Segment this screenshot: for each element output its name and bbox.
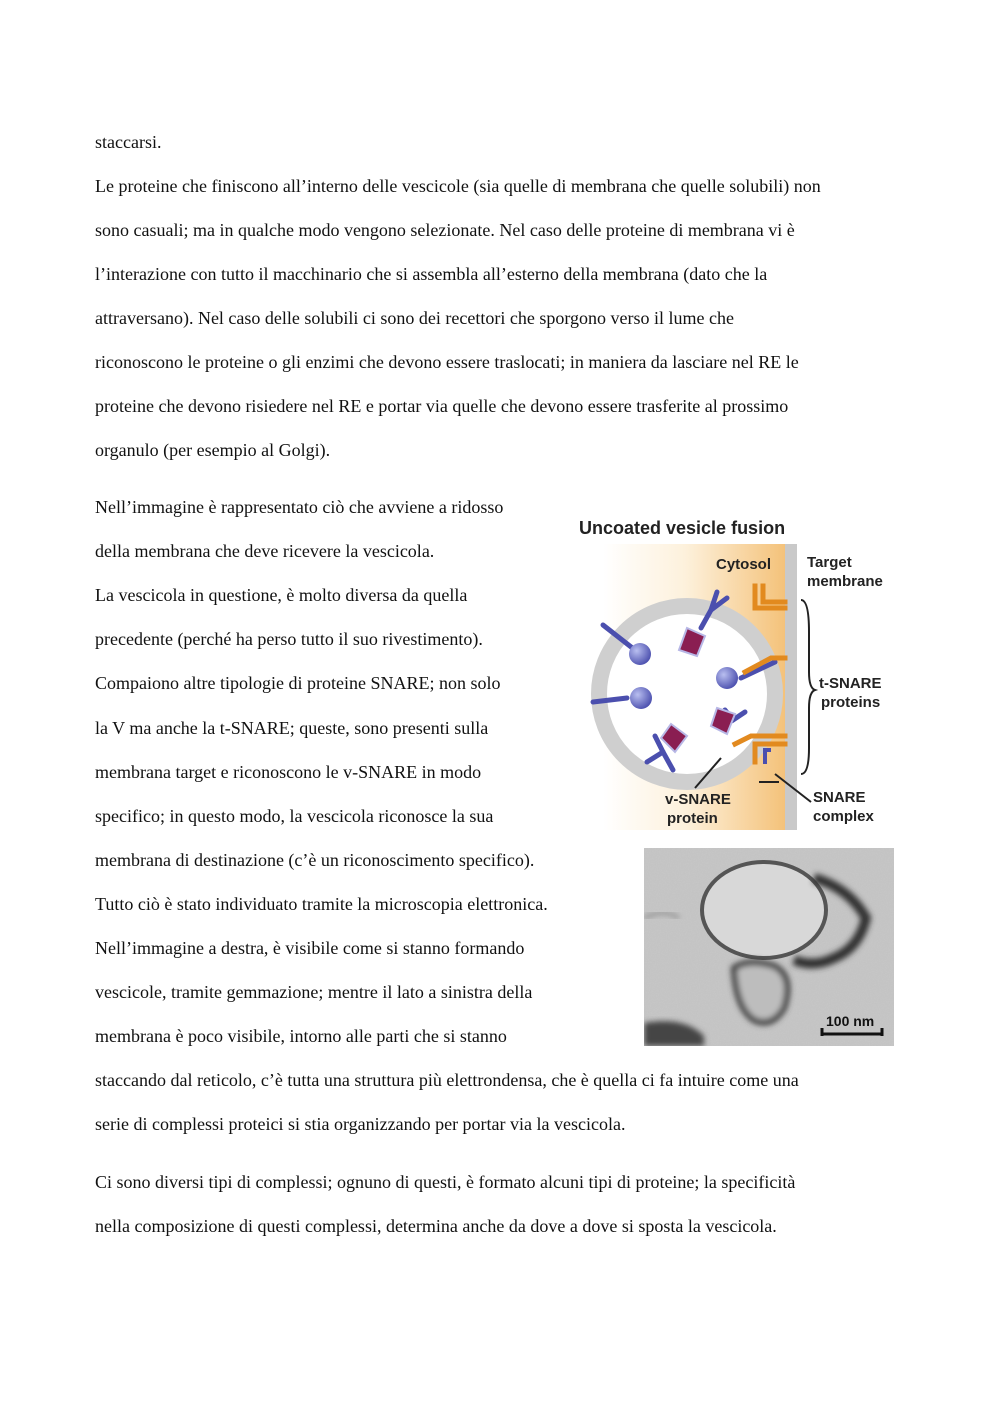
- text-line: Nell’immagine è rappresentato ciò che avviene a ridosso: [95, 497, 504, 517]
- text-line: vescicole, tramite gemmazione; mentre il lato a sinistra della: [95, 982, 533, 1002]
- target-membrane-label: Target: [807, 554, 852, 571]
- text-line: riconoscono le proteine o gli enzimi che devono essere traslocati; in maniera da lasciare nel RE le: [95, 352, 799, 372]
- text-line: l’interazione con tutto il macchinario che si assembla all’esterno della membrana (dato che la: [95, 264, 768, 284]
- snare-complex-label: complex: [813, 808, 874, 825]
- figure-title: Uncoated vesicle fusion: [579, 518, 786, 538]
- text-line: Nell’immagine a destra, è visibile come si stanno formando: [95, 938, 525, 958]
- t-snare-label: proteins: [821, 694, 881, 711]
- v-snare-label: v-SNARE: [665, 791, 731, 808]
- snare-complex-label: SNARE: [813, 789, 866, 806]
- text-line: membrana target e riconoscono le v-SNARE in modo: [95, 762, 482, 782]
- t-snare-label: t-SNARE: [819, 675, 882, 692]
- text-line: specifico; in questo modo, la vescicola riconosce la sua: [95, 806, 494, 826]
- electron-micrograph: [644, 848, 894, 1046]
- text-line: attraversano). Nel caso delle solubili ci sono dei recettori che sporgono verso il lume che: [95, 308, 734, 328]
- text-line: serie di complessi proteici si stia organizzando per portar via la vescicola.: [95, 1114, 626, 1134]
- t-snare-bracket: [801, 600, 815, 774]
- text-line: proteine che devono risiedere nel RE e portar via quelle che devono essere trasferite al prossimo: [95, 396, 789, 416]
- text-line: nella composizione di questi complessi, determina anche da dove a dove si sposta la vescicola.: [95, 1216, 777, 1236]
- scale-label: 100 nm: [826, 1013, 875, 1029]
- v-snare-label: protein: [667, 810, 718, 827]
- text-line: precedente (perché ha perso tutto il suo rivestimento).: [95, 629, 483, 649]
- vesicle-fusion-diagram: [575, 512, 895, 832]
- text-line: staccando dal reticolo, c’è tutta una struttura più elettrondensa, che è quella ci fa intuire come una: [95, 1070, 799, 1090]
- text-line: staccarsi.: [95, 132, 162, 152]
- text-line: la V ma anche la t-SNARE; queste, sono presenti sulla: [95, 718, 489, 738]
- text-line: Compaiono altre tipologie di proteine SNARE; non solo: [95, 673, 501, 693]
- text-line: della membrana che deve ricevere la vescicola.: [95, 541, 435, 561]
- text-line: Ci sono diversi tipi di complessi; ognuno di questi, è formato alcuni tipi di proteine; la specificità: [95, 1172, 796, 1192]
- target-membrane-label: membrane: [807, 573, 883, 590]
- text-line: membrana di destinazione (c’è un riconoscimento specifico).: [95, 850, 535, 870]
- text-line: sono casuali; ma in qualche modo vengono selezionate. Nel caso delle proteine di membrana vi è: [95, 220, 795, 240]
- text-line: Le proteine che finiscono all’interno delle vescicole (sia quelle di membrana che quelle solubili) non: [95, 176, 821, 196]
- cytosol-label: Cytosol: [716, 556, 772, 573]
- text-line: organulo (per esempio al Golgi).: [95, 440, 331, 460]
- text-line: membrana è poco visibile, intorno alle parti che si stanno: [95, 1026, 507, 1046]
- text-line: Tutto ciò è stato individuato tramite la microscopia elettronica.: [95, 894, 548, 914]
- micrograph-vesicle: [702, 862, 826, 958]
- text-line: La vescicola in questione, è molto diversa da quella: [95, 585, 468, 605]
